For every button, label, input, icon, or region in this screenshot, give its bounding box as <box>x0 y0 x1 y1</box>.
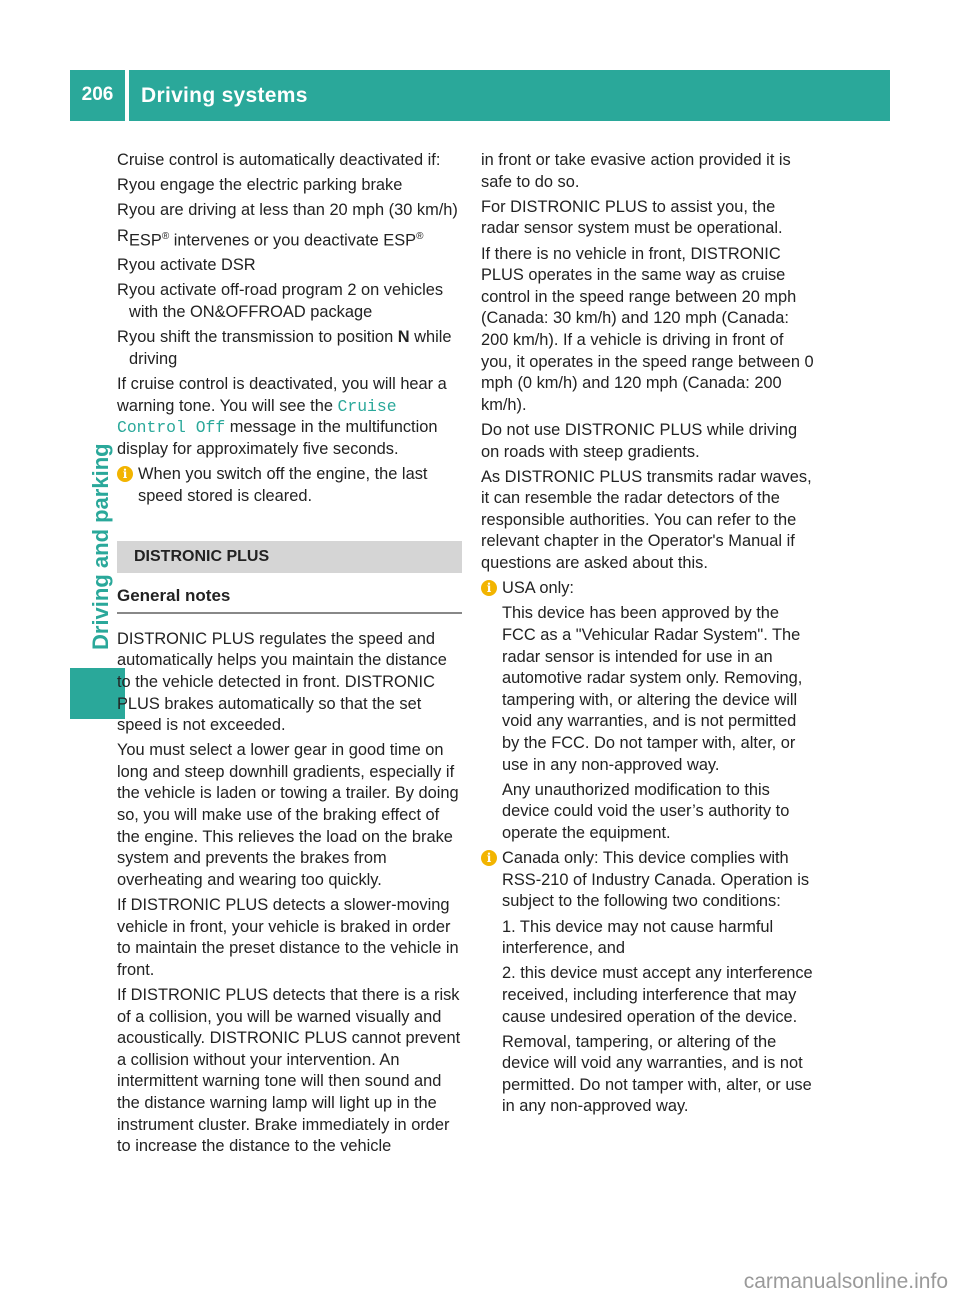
paragraph: If DISTRONIC PLUS detects a slower-moving vehicle in front, your vehicle is braked in order to maintain the preset distance to the vehicle in front. <box>117 896 459 979</box>
bullet-marker: R <box>117 201 129 220</box>
bullet-marker: R <box>117 176 129 195</box>
paragraph: If there is no vehicle in front, DISTRONIC PLUS operates in the same way as cruise control in the speed range between 20 mph (Canada: 30 km/h) and 120 mph (Canada: 200 km/h). If a vehicle is driving in front of you, it operates in the speed range between 0 mph (0 km/h) and 120 mph (Canada: 200 km/h). <box>481 244 814 414</box>
page-title: Driving systems <box>141 84 308 107</box>
bullet-marker: R <box>117 281 129 300</box>
intro-text: Cruise control is automatically deactivated if: <box>117 151 441 169</box>
paragraph: Do not use DISTRONIC PLUS while driving on roads with steep gradients. <box>481 420 798 461</box>
list-item: R ESP® intervenes or you deactivate ESP® <box>117 226 424 250</box>
paragraph: You must select a lower gear in good time on long and steep downhill gradients, especially if the vehicle is laden or towing a trailer. By doing so, you will make use of the braking effect of the engine. This relieves the load on the brake system and prevents the brakes from overheating and wearing too quickly. <box>117 741 459 889</box>
paragraph: DISTRONIC PLUS regulates the speed and automatically helps you maintain the distance to the vehicle detected in front. DISTRONIC PLUS brakes automatically so that the set speed is not exceeded. <box>117 629 447 735</box>
subsection-title: General notes <box>117 585 462 614</box>
info-icon: i <box>117 466 133 482</box>
list-item: R you engage the electric parking brake <box>117 175 462 197</box>
bullet-marker: R <box>117 328 129 347</box>
display-message: Cruise Control Off <box>117 396 397 438</box>
side-label: Driving and parking <box>88 443 113 650</box>
info-icon: i <box>481 850 497 866</box>
list-item: R you activate off-road program 2 on vehicles with the ON&OFFROAD package <box>117 281 444 321</box>
info-note-usa: i USA only: This device has been approved by the FCC as a "Vehicular Radar System". The radar sensor is intended for use in an automotive radar system only. Removing, tampering with, or altering the device will void any warranties, and is not permitted by the FCC. Do not tamper with, alter, or use in any non-approved way. Any unauthorized modification to this device could void the user’s authority to operate the equipment. <box>481 578 814 844</box>
list-item: R you shift the transmission to position N while driving <box>117 328 452 368</box>
right-column <box>481 150 814 1122</box>
list-item: R you are driving at less than 20 mph (30 km/h) <box>117 200 462 222</box>
left-column <box>117 150 462 1161</box>
info-icon: i <box>481 580 497 596</box>
watermark: carmanualsonline.info <box>743 1270 948 1293</box>
side-tab <box>82 130 118 690</box>
info-note-canada: i Canada only: This device complies with RSS-210 of Industry Canada. Operation is subject to the following two conditions: 1. This device may not cause harmful interference, and 2. this device must accept any interference received, including interference that may cause undesired operation of the device. Removal, tampering, or altering of the device will void any warranties, and is not permitted. Do not tamper with, alter, or use in any non-approved way. <box>481 848 814 1118</box>
paragraph: For DISTRONIC PLUS to assist you, the radar sensor system must be operational. <box>481 197 783 238</box>
bullet-marker: R <box>117 226 129 245</box>
paragraph: in front or take evasive action provided it is safe to do so. <box>481 151 791 191</box>
paragraph: As DISTRONIC PLUS transmits radar waves, it can resemble the radar detectors of the responsible authorities. You can refer to the relevant chapter in the Operator's Manual if questions are asked about this. <box>481 467 812 573</box>
info-note: i When you switch off the engine, the last speed stored is cleared. <box>117 464 462 507</box>
section-title: DISTRONIC PLUS <box>117 541 462 573</box>
deactivation-paragraph: If cruise control is deactivated, you will hear a warning tone. You will see the Cruise Control Off message in the multifunction display for approximately five seconds. <box>117 374 447 458</box>
paragraph: If DISTRONIC PLUS detects that there is a risk of a collision, you will be warned visually and acoustically. DISTRONIC PLUS cannot prevent a collision without your intervention. An intermittent warning tone will then sound and the distance warning lamp will light up in the instrument cluster. Brake immediately in order to increase the distance to the vehicle <box>117 986 461 1156</box>
page-number: 206 <box>81 84 114 105</box>
list-item: R you activate DSR <box>117 255 462 277</box>
bullet-marker: R <box>117 256 129 275</box>
